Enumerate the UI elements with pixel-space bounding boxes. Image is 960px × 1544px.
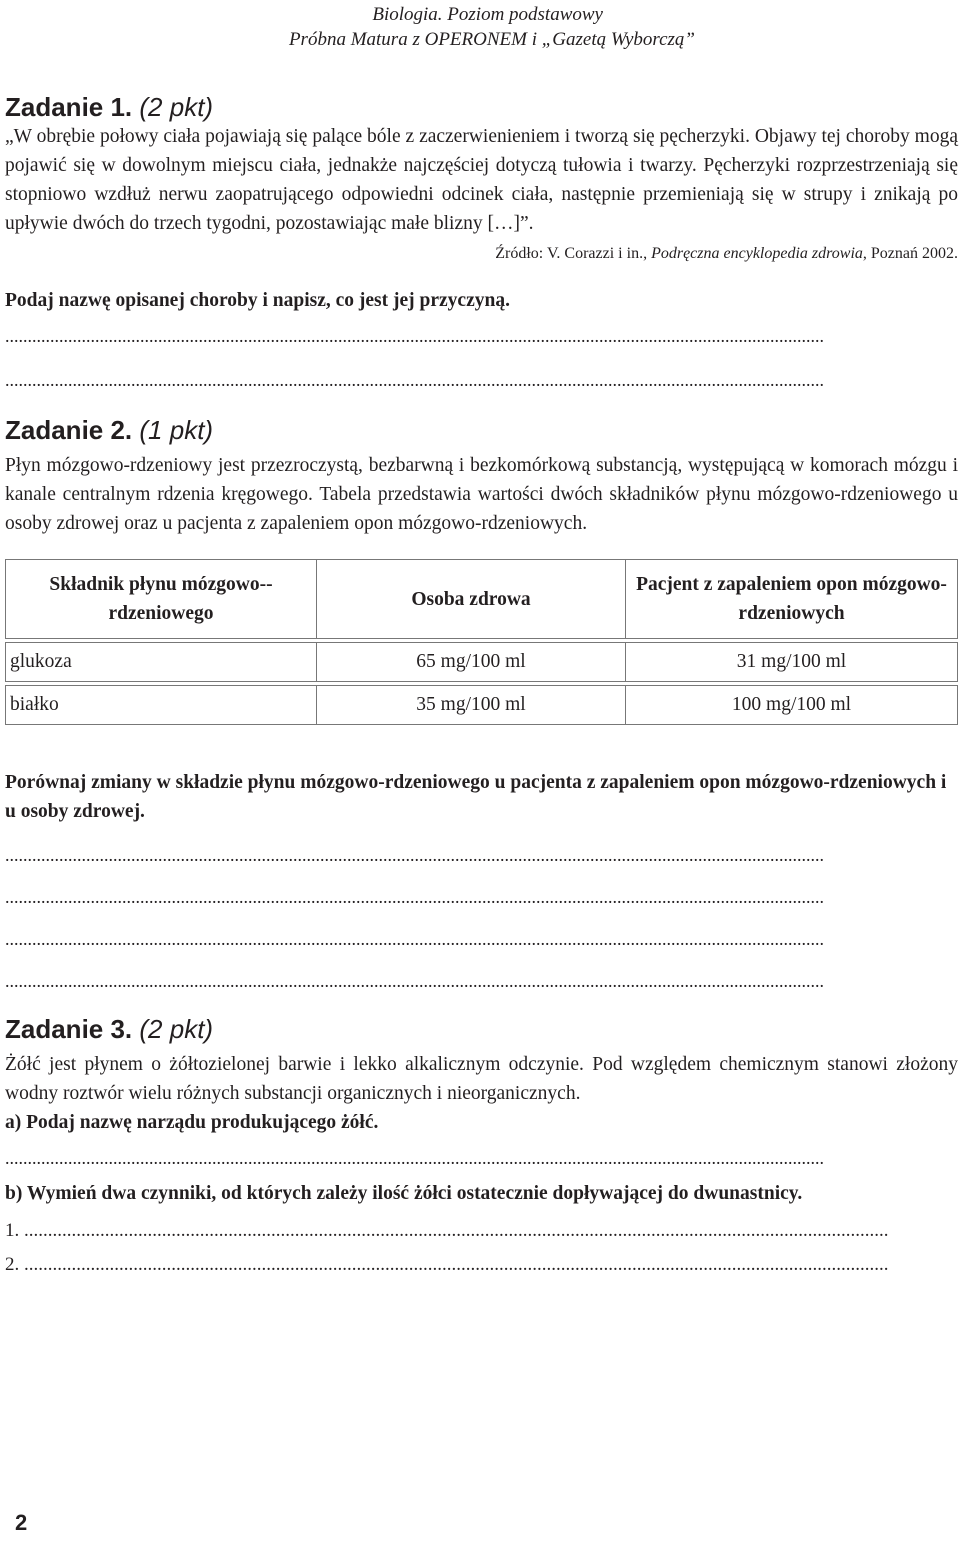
answer-item-1[interactable] bbox=[5, 1220, 958, 1242]
answer-item-2[interactable] bbox=[5, 1254, 958, 1276]
task1-points: (2 pkt) bbox=[139, 92, 214, 122]
answer-line[interactable]: ...................................................................................................................................................................................... bbox=[5, 326, 824, 346]
task1-source bbox=[5, 244, 958, 264]
task2-label: Zadanie 2. bbox=[5, 415, 133, 445]
task1-title bbox=[5, 92, 958, 122]
exam-page bbox=[5, 0, 958, 1276]
task3-points: (2 pkt) bbox=[139, 1014, 214, 1044]
page-header bbox=[5, 0, 958, 52]
task2-question: Porównaj zmiany w składzie płynu mózgowo-rdzeniowego u pacjenta z zapaleniem opon mózgowo-rdzeniowych i u osoby zdrowej. bbox=[5, 772, 947, 822]
task3-label: Zadanie 3. bbox=[5, 1014, 133, 1044]
task2-text: Płyn mózgowo-rdzeniowy jest przezroczystą, bezbarwną i bezkomórkową substancją, występującą w komorach mózgu i kanale centralnym rdzenia kręgowego. Tabela przedstawia wartości dwóch składników płynu mózgowo-rdzeniowego u osoby zdrowej oraz u pacjenta z zapaleniem opon mózgowo-rdzeniowych. bbox=[5, 455, 958, 534]
header-exam: Próbna Matura z OPERONEM i „Gazetą Wyborczą” bbox=[288, 29, 695, 50]
item-number: 1. bbox=[5, 1220, 20, 1241]
task2-title bbox=[5, 415, 958, 445]
table-cell: białko bbox=[5, 685, 316, 725]
page-number: 2 bbox=[15, 1510, 28, 1535]
table-cell: 65 mg/100 ml bbox=[316, 642, 626, 682]
table-cell: 100 mg/100 ml bbox=[626, 685, 958, 725]
table-cell: 31 mg/100 ml bbox=[626, 642, 958, 682]
answer-line[interactable]: ...................................................................................................................................................................................... bbox=[5, 845, 824, 865]
answer-line[interactable]: ...................................................................................................................................................................................... bbox=[5, 887, 824, 907]
table-row bbox=[5, 685, 958, 725]
item-number: 2. bbox=[5, 1254, 20, 1275]
table-row bbox=[5, 642, 958, 682]
answer-line[interactable]: ...................................................................................................................................................................................... bbox=[24, 1254, 889, 1275]
source-title: Podręczna encyklopedia zdrowia bbox=[651, 245, 863, 262]
table-cell: 35 mg/100 ml bbox=[316, 685, 626, 725]
answer-line[interactable]: ...................................................................................................................................................................................... bbox=[5, 370, 824, 390]
source-prefix: Źródło: V. Corazzi i in., bbox=[495, 245, 652, 262]
task3-question-a: a) Podaj nazwę narządu produkującego żółć. bbox=[5, 1112, 379, 1133]
task3-text: Żółć jest płynem o żółtozielonej barwie i lekko alkalicznym odczynie. Pod względem chemicznym stanowi złożony wodny roztwór wielu różnych substancji organicznych i nieorganicznych. bbox=[5, 1054, 958, 1104]
task1-text: „W obrębie połowy ciała pojawiają się palące bóle z zaczerwienieniem i tworzą się pęcherzyki. Objawy tej choroby mogą pojawić się w dowolnym miejscu ciała, jednakże najczęściej dotyczą tułowia i twarzy. Pęcherzyki rozprzestrzeniają się stopniowo wzdłuż nerwu zaopatrującego odpowiedni odcinek ciała, następnie przemieniają się w strupy i znikają po upływie dwóch do trzech tygodni, pozostawiając małe blizny […]”. bbox=[5, 126, 958, 234]
task3-title bbox=[5, 1014, 958, 1044]
table-cell: glukoza bbox=[5, 642, 316, 682]
table-header: Składnik płynu mózgowo--rdzeniowego bbox=[5, 559, 316, 639]
answer-line[interactable]: ...................................................................................................................................................................................... bbox=[5, 971, 824, 991]
table-header: Pacjent z zapaleniem opon mózgowo-rdzeniowych bbox=[626, 559, 958, 639]
header-subject: Biologia. Poziom podstawowy bbox=[372, 4, 603, 25]
csf-table bbox=[5, 556, 958, 728]
table-header-row bbox=[5, 559, 958, 639]
task3-question-b: b) Wymień dwa czynniki, od których zależy ilość żółci ostatecznie dopływającej do dwunastnicy. bbox=[5, 1183, 803, 1204]
task1-question: Podaj nazwę opisanej choroby i napisz, co jest jej przyczyną. bbox=[5, 290, 510, 311]
task2-points: (1 pkt) bbox=[139, 415, 214, 445]
answer-line[interactable]: ...................................................................................................................................................................................... bbox=[24, 1220, 889, 1241]
answer-line[interactable]: ...................................................................................................................................................................................... bbox=[5, 1148, 824, 1168]
table-header: Osoba zdrowa bbox=[316, 559, 626, 639]
answer-line[interactable]: ...................................................................................................................................................................................... bbox=[5, 929, 824, 949]
source-suffix: , Poznań 2002. bbox=[862, 245, 958, 262]
task1-label: Zadanie 1. bbox=[5, 92, 133, 122]
